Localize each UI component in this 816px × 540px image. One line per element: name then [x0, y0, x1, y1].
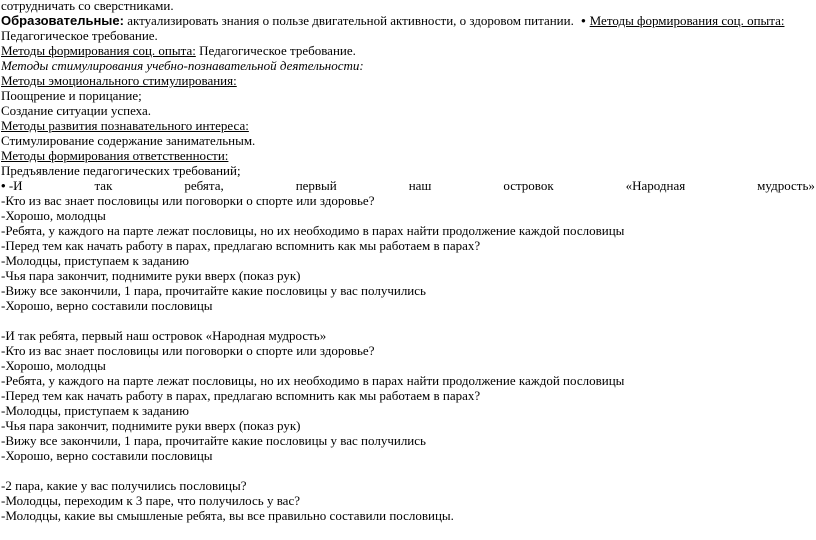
dialogue-line: -Хорошо, верно составили пословицы	[1, 298, 213, 313]
justified-bullet-line	[1, 178, 815, 193]
dialogue-line: -И так ребята, первый наш островок «Народная мудрость»	[1, 328, 327, 343]
dialogue-line: -Ребята, у каждого на парте лежат пословицы, но их необходимо в парах найти продолжение каждой пословицы	[1, 373, 625, 388]
first-word-group	[1, 178, 23, 193]
dialogue-line: -Перед тем как начать работу в парах, предлагаю вспомнить как мы работаем в парах?	[1, 238, 481, 253]
word: ребята,	[184, 178, 224, 193]
dialogue-line: -Молодцы, переходим к 3 паре, что получилось у вас?	[1, 493, 300, 508]
dialogue-line: -Молодцы, приступаем к заданию	[1, 253, 189, 268]
dialogue-line: -Хорошо, молодцы	[1, 358, 106, 373]
text-line: Предъявление педагогических требований;	[1, 163, 241, 178]
method-heading: Методы формирования соц. опыта:	[589, 13, 785, 28]
educational-text: актуализировать знания о пользе двигательной активности, о здоровом питании.	[127, 13, 574, 28]
bullet-icon: •	[1, 178, 6, 193]
dialogue-line: -Перед тем как начать работу в парах, предлагаю вспомнить как мы работаем в парах?	[1, 388, 481, 403]
word: -И	[8, 178, 23, 193]
word: первый	[295, 178, 337, 193]
document-page	[1, 0, 815, 523]
dialogue-line: -Молодцы, какие вы смышленые ребята, вы все правильно составили пословицы.	[1, 508, 454, 523]
dialogue-line: -Хорошо, молодцы	[1, 208, 106, 223]
word: так	[94, 178, 113, 193]
word: островок	[503, 178, 554, 193]
text-line: сотрудничать со сверстниками.	[1, 0, 174, 13]
dialogue-line: -Ребята, у каждого на парте лежат пословицы, но их необходимо в парах найти продолжение каждой пословицы	[1, 223, 625, 238]
dialogue-line: -Чья пара закончит, поднимите руки вверх (показ рук)	[1, 418, 301, 433]
bullet-icon: •	[581, 13, 586, 28]
blank-line	[1, 313, 815, 328]
dialogue-line: -Вижу все закончили, 1 пара, прочитайте какие пословицы у вас получились	[1, 283, 426, 298]
word: мудрость»	[757, 178, 815, 193]
text-line: Стимулирование содержание занимательным.	[1, 133, 256, 148]
method-heading: Методы эмоционального стимулирования:	[1, 73, 237, 88]
word: «Народная	[625, 178, 686, 193]
dialogue-line: -Кто из вас знает пословицы или поговорки о спорте или здоровье?	[1, 193, 375, 208]
method-text: Педагогическое требование.	[195, 43, 356, 58]
method-heading: Методы развития познавательного интереса:	[1, 118, 249, 133]
dialogue-line: -Чья пара закончит, поднимите руки вверх (показ рук)	[1, 268, 301, 283]
method-line	[1, 43, 815, 58]
educational-label: Образовательные:	[1, 13, 124, 28]
dialogue-line: -Вижу все закончили, 1 пара, прочитайте какие пословицы у вас получились	[1, 433, 426, 448]
dialogue-line: -2 пара, какие у вас получились пословицы?	[1, 478, 247, 493]
text-line: Педагогическое требование.	[1, 28, 158, 43]
dialogue-line: -Кто из вас знает пословицы или поговорки о спорте или здоровье?	[1, 343, 375, 358]
educational-goals-line	[1, 13, 815, 28]
method-heading: Методы формирования ответственности:	[1, 148, 229, 163]
blank-line	[1, 463, 815, 478]
text-line: Создание ситуации успеха.	[1, 103, 152, 118]
method-heading: Методы формирования соц. опыта:	[1, 43, 196, 58]
dialogue-line: -Молодцы, приступаем к заданию	[1, 403, 189, 418]
method-heading-italic: Методы стимулирования учебно-познавательной деятельности:	[1, 58, 364, 73]
word: наш	[408, 178, 432, 193]
text-line: Поощрение и порицание;	[1, 88, 142, 103]
dialogue-line: -Хорошо, верно составили пословицы	[1, 448, 213, 463]
